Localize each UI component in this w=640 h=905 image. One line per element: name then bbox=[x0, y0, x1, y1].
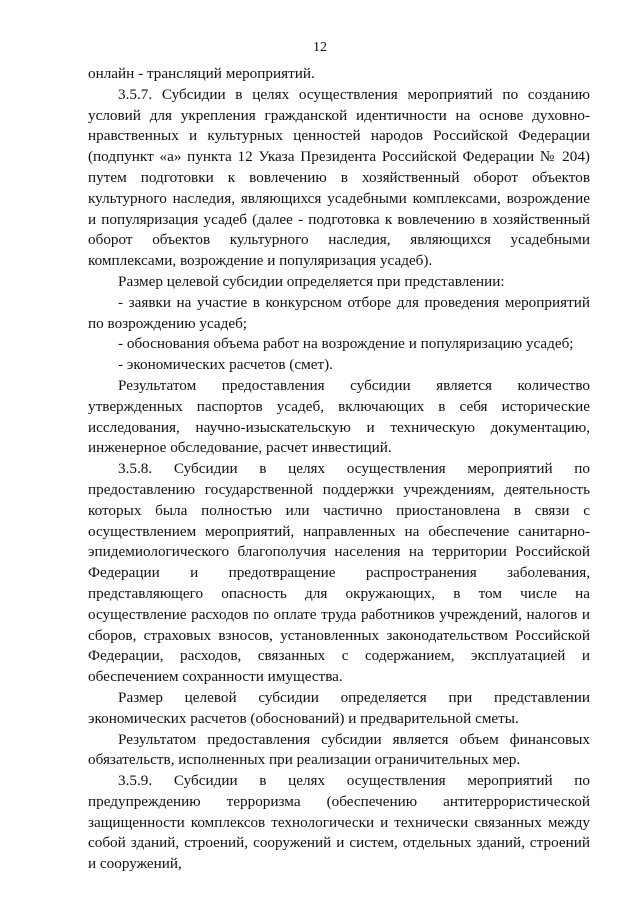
page-number: 12 bbox=[313, 40, 327, 55]
document-body bbox=[88, 64, 590, 875]
list-item: - экономических расчетов (смет). bbox=[118, 356, 333, 374]
list-item: - обоснования объема работ на возрождение и популяризацию усадеб; bbox=[118, 335, 574, 353]
paragraph: 3.5.7. Субсидии в целях осуществления мероприятий по созданию условий для укрепления гражданской идентичности на основе духовно-нравственных и культурных ценностей народов Российской Федерации (подпункт «а» пункта 12 Указа Президента Российской Федерации № 204) путем подготовки к вовлечению в хозяйственный оборот объектов культурного наследия, являющихся усадебными комплексами, возрождение и популяризация усадеб (далее - подготовка к вовлечению в хозяйственный оборот объектов культурного наследия, являющихся усадебными комплексами, возрождение и популяризация усадеб). bbox=[88, 85, 590, 270]
paragraph: Размер целевой субсидии определяется при представлении экономических расчетов (обоснований) и предварительной сметы. bbox=[88, 688, 590, 727]
paragraph: 3.5.8. Субсидии в целях осуществления мероприятий по предоставлению государственной поддержки учреждениям, деятельность которых была полностью или частично приостановлена в связи с осуществлением мероприятий, направленных на обеспечение санитарно-эпидемиологического благополучия населения на территории Российской Федерации и предотвращение распространения заболевания, представляющего опасность для окружающих, в том числе на осуществление расходов по оплате труда работников учреждений, налогов и сборов, страховых взносов, установленных законодательством Российской Федерации, расходов, связанных с содержанием, эксплуатацией и обеспечением сохранности имущества. bbox=[88, 460, 590, 686]
paragraph: Размер целевой субсидии определяется при представлении: bbox=[118, 272, 505, 290]
list-item: - заявки на участие в конкурсном отборе для проведения мероприятий по возрождению усадеб; bbox=[88, 293, 590, 332]
paragraph: Результатом предоставления субсидии является количество утвержденных паспортов усадеб, включающих в себя исторические исследования, научно-изыскательскую и техническую документацию, инженерное обследование, расчет инвестиций. bbox=[88, 376, 590, 457]
paragraph: онлайн - трансляций мероприятий. bbox=[88, 65, 315, 82]
paragraph: Результатом предоставления субсидии является объем финансовых обязательств, исполненных при реализации ограничительных мер. bbox=[88, 730, 590, 769]
paragraph: 3.5.9. Субсидии в целях осуществления мероприятий по предупреждению терроризма (обеспечению антитеррористической защищенности комплексов технологически и технически связанных между собой зданий, строений, сооружений и систем, отдельных зданий, строений и сооружений, bbox=[88, 772, 590, 873]
